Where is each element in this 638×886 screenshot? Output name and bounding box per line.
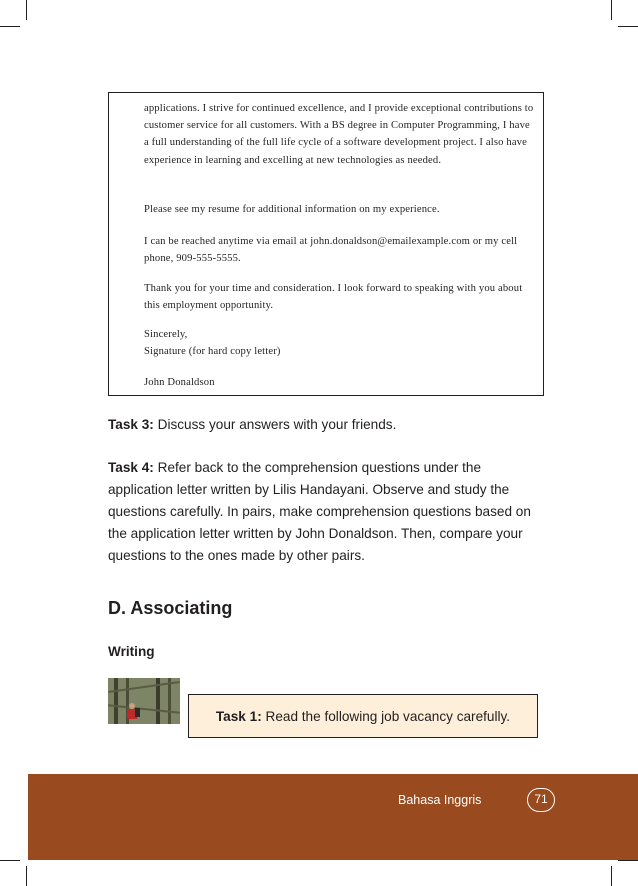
crop-mark [0,26,20,27]
page-number: 71 [527,788,555,812]
letter-box [108,92,544,396]
crop-mark [26,866,27,886]
crop-mark [618,26,638,27]
task-3-text: Discuss your answers with your friends. [153,417,397,432]
crop-mark [611,866,612,886]
letter-signature-note: Signature (for hard copy letter) [144,346,281,357]
crop-mark [26,0,27,20]
task-1-box [188,694,538,738]
task-3-label: Task 3: [108,417,154,432]
task-4 [108,457,548,567]
crop-mark [0,860,20,861]
task-1-label: Task 1: [215,709,262,724]
crop-mark [618,860,638,861]
letter-paragraph: Thank you for your time and consideration. I look forward to speaking with you about this employment opportunity. [144,283,523,312]
task-4-text: Refer back to the comprehension questions under the application letter written by Lilis Handayani. Observe and study the questions carefully. In pairs, make comprehension questions based on the application letter written by John Donaldson. Then, compare your questions to the ones made by other pairs. [108,460,531,563]
footer-band [28,774,638,860]
hiker-photo [108,678,180,724]
letter-paragraph: I can be reached anytime via email at john.donaldson@emailexample.com or my cell phone, 909-555-5555. [144,236,518,265]
crop-mark [611,0,612,20]
letter-paragraph: Please see my resume for additional information on my experience. [144,204,440,215]
section-heading: D. Associating [108,598,233,618]
task-3 [108,414,548,436]
letter-paragraph: applications. I strive for continued excellence, and I provide exceptional contributions to customer service for all customers. With a BS degree in Computer Programming, I have a full understanding of the full life cycle of a software development project. I also have experience in learning and excelling at new technologies as needed. [144,103,534,166]
letter-name: John Donaldson [144,377,215,388]
letter-closing: Sincerely, [144,329,188,340]
task-4-label: Task 4: [108,460,154,475]
hiker-photo-illustration [108,678,180,724]
task-1-text: Read the following job vacancy carefully. [261,709,511,724]
subheading: Writing [108,644,155,659]
footer-subject: Bahasa Inggris [398,793,482,807]
